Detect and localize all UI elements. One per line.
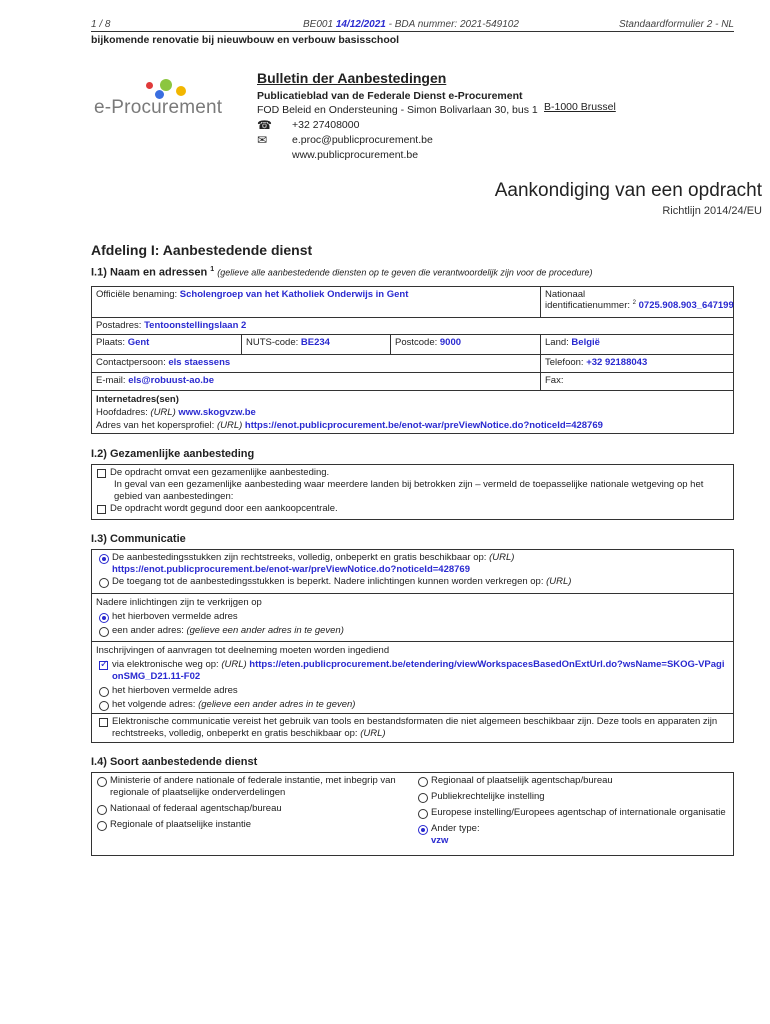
submit-opt1-checkbox[interactable] <box>99 661 108 670</box>
internet-heading: Internetadres(sen) <box>96 394 179 405</box>
type-other-value: vzw <box>431 835 449 846</box>
fax-label: Fax: <box>545 375 564 386</box>
tools-checkbox[interactable] <box>99 718 108 727</box>
submit-row <box>92 642 733 714</box>
phone-row <box>257 118 737 133</box>
national-id-label2: identificatienummer: <box>545 300 631 312</box>
type-ministry-radio[interactable] <box>97 777 107 787</box>
email-label: E-mail: <box>96 375 126 386</box>
type-ministry[interactable] <box>94 775 412 799</box>
heading-i1-text: I.1) Naam en adressen <box>91 266 208 279</box>
joint-note: In geval van een gezamenlijke aanbesteding waar meerdere landen bij betrokken zijn – vermeld de toepasselijke nationale wetgeving op het gebied van aanbestedingen: <box>114 479 704 502</box>
contact-label: Contactpersoon: <box>96 357 166 368</box>
form-name: Standaardformulier 2 - NL <box>618 19 734 30</box>
info-opt1[interactable] <box>96 611 729 623</box>
type-regional-authority-label: Regionale of plaatselijke instantie <box>110 819 252 830</box>
type-national-agency-radio[interactable] <box>97 805 107 815</box>
addresses-table <box>91 286 734 434</box>
submit-opt3-radio[interactable] <box>99 701 109 711</box>
type-regional-agency-label: Regionaal of plaatselijk agentschap/bureau <box>431 775 613 786</box>
postcode-value: 9000 <box>439 337 462 348</box>
type-regional-agency-radio[interactable] <box>418 777 428 787</box>
type-regional-agency[interactable] <box>415 775 731 787</box>
main-address-line <box>96 406 729 419</box>
telephone-cell <box>541 355 733 373</box>
docs-free-label: De aanbestedingsstukken zijn rechtstreeks, volledig, onbeperkt en gratis beschikbaar op: <box>112 552 487 563</box>
tools-label: Elektronische communicatie vereist het gebruik van tools en bestandsformaten die niet algemeen beschikbaar zijn. Deze tools en apparaten zijn rechtstreeks, volledig, onbeperkt en gratis beschikbaar op: <box>112 716 718 739</box>
country-value: België <box>571 337 600 348</box>
submit-opt3-note: (gelieve een ander adres in te geven) <box>198 699 356 710</box>
info-opt2[interactable] <box>96 625 729 637</box>
authority-right-col <box>415 775 731 846</box>
docs-limited-option[interactable] <box>96 576 729 588</box>
submit-heading: Inschrijvingen of aanvragen tot deelneming moeten worden ingediend <box>96 645 390 656</box>
section-heading: Afdeling I: Aanbestedende dienst <box>91 242 313 258</box>
postal-label: Postadres: <box>96 320 142 331</box>
telephone-value: +32 92188043 <box>586 357 648 368</box>
central-option[interactable] <box>94 503 731 515</box>
communication-box <box>91 549 734 743</box>
docs-row <box>92 550 733 594</box>
place-label: Plaats: <box>96 337 126 348</box>
official-name-cell <box>92 287 541 318</box>
place-cell <box>92 335 242 355</box>
authority-left-col <box>94 775 412 831</box>
tools-row <box>92 714 733 742</box>
submit-opt1[interactable] <box>96 659 729 683</box>
email-value[interactable]: els@robuust-ao.be <box>128 375 215 386</box>
type-other-radio[interactable] <box>418 825 428 835</box>
type-other-label: Ander type: <box>431 823 480 834</box>
main-address-value[interactable]: www.skogvzw.be <box>178 407 256 418</box>
nuts-value: BE234 <box>300 337 330 348</box>
type-national-agency[interactable] <box>94 803 412 815</box>
phone-icon: ☎ <box>257 118 272 132</box>
docs-limited-radio[interactable] <box>99 578 109 588</box>
envelope-icon: ✉ <box>257 133 268 147</box>
subject-line: bijkomende renovatie bij nieuwbouw en verbouw basisschool <box>91 31 734 46</box>
submit-opt1-tag: (URL) <box>221 659 247 670</box>
joint-option[interactable] <box>94 467 731 479</box>
contact-cell <box>92 355 541 373</box>
joint-procurement-box <box>91 464 734 520</box>
docs-limited-tag: (URL) <box>546 576 572 587</box>
profile-url-tag: (URL) <box>216 420 243 431</box>
tools-tag: (URL) <box>360 728 386 739</box>
profile-label: Adres van het kopersprofiel: <box>96 420 215 431</box>
heading-i1-sup: 1 <box>210 266 215 273</box>
email-cell <box>92 373 541 391</box>
heading-i1 <box>91 266 592 279</box>
publisher-city: B-1000 Brussel <box>544 101 616 113</box>
country-label: Land: <box>545 337 569 348</box>
submit-opt1-url[interactable]: https://eten.publicprocurement.be/etendering/viewWorkspacesBasedOnExtUrl.do?wsName=SKOG-VPagionSMG_D21.11-F02 <box>112 659 725 682</box>
logo-dot-red <box>146 82 153 89</box>
national-id-sup: 2 <box>632 300 636 306</box>
ref-date: 14/12/2021 <box>335 19 386 30</box>
type-national-agency-label: Nationaal of federaal agentschap/bureau <box>110 803 282 814</box>
national-id-cell <box>541 287 733 318</box>
joint-checkbox[interactable] <box>97 469 106 478</box>
joint-label: De opdracht omvat een gezamenlijke aanbesteding. <box>110 467 330 478</box>
page-number: 1 / 8 <box>91 19 111 30</box>
submit-opt3-label: het volgende adres: <box>112 699 196 710</box>
logo-text: e-Procurement <box>94 97 223 118</box>
submit-opt2-label: het hierboven vermelde adres <box>112 685 238 696</box>
type-european-label: Europese instelling/Europees agentschap of internationale organisatie <box>431 807 726 818</box>
info-opt1-label: het hierboven vermelde adres <box>112 611 238 622</box>
national-id-value: 0725.908.903_647199 <box>638 300 734 312</box>
type-european[interactable] <box>415 807 731 819</box>
logo-dot-green <box>160 79 172 91</box>
official-name-label: Officiële benaming: <box>96 289 178 300</box>
country-cell <box>541 335 733 355</box>
type-regional-authority-radio[interactable] <box>97 821 107 831</box>
info-opt1-radio[interactable] <box>99 613 109 623</box>
profile-value[interactable]: https://enot.publicprocurement.be/enot-war/preViewNotice.do?noticeId=428769 <box>244 420 603 431</box>
heading-i3: I.3) Communicatie <box>91 533 186 545</box>
directive: Richtlijn 2014/24/EU <box>662 205 762 217</box>
authority-type-box <box>91 772 734 856</box>
email-link[interactable]: e.proc@publicprocurement.be <box>292 134 433 146</box>
submit-opt1-label: via elektronische weg op: <box>112 659 219 670</box>
main-url-tag: (URL) <box>150 407 176 418</box>
reference <box>303 19 519 30</box>
eprocurement-logo <box>94 78 229 128</box>
logo-dot-yellow <box>176 86 186 96</box>
type-public-law-label: Publiekrechtelijke instelling <box>431 791 545 802</box>
internet-cell <box>92 391 733 433</box>
main-address-label: Hoofdadres: <box>96 407 148 418</box>
bulletin-title: Bulletin der Aanbestedingen <box>257 70 447 86</box>
ref-suffix: - BDA nummer: 2021-549102 <box>388 19 519 30</box>
central-label: De opdracht wordt gegund door een aankoopcentrale. <box>110 503 338 514</box>
profile-line <box>96 419 729 432</box>
type-other[interactable] <box>415 823 731 835</box>
info-opt2-radio[interactable] <box>99 627 109 637</box>
contact-value: els staessens <box>168 357 231 368</box>
fax-cell <box>541 373 733 391</box>
phone-text: +32 27408000 <box>292 119 360 131</box>
info-row <box>92 594 733 642</box>
national-id-label: Nationaal <box>545 289 586 300</box>
docs-free-tag: (URL) <box>489 552 515 563</box>
submit-opt2[interactable] <box>96 685 729 697</box>
type-public-law[interactable] <box>415 791 731 803</box>
docs-free-radio[interactable] <box>99 554 109 564</box>
official-name-value: Scholengroep van het Katholiek Onderwijs in Gent <box>179 289 409 300</box>
document-title: Aankondiging van een opdracht <box>494 180 762 201</box>
postal-cell <box>92 318 733 335</box>
email-row <box>257 133 737 148</box>
type-regional-authority[interactable] <box>94 819 412 831</box>
central-checkbox[interactable] <box>97 505 106 514</box>
website-row <box>257 148 737 163</box>
telephone-label: Telefoon: <box>545 357 584 368</box>
tools-option[interactable] <box>96 716 729 740</box>
submit-opt2-radio[interactable] <box>99 687 109 697</box>
publisher-header <box>257 70 737 163</box>
info-heading: Nadere inlichtingen zijn te verkrijgen op <box>96 597 262 608</box>
heading-i4: I.4) Soort aanbestedende dienst <box>91 756 258 768</box>
nuts-cell <box>242 335 391 355</box>
submit-opt3[interactable] <box>96 699 729 711</box>
docs-free-url[interactable]: https://enot.publicprocurement.be/enot-war/preViewNotice.do?noticeId=428769 <box>112 564 470 575</box>
type-ministry-label: Ministerie of andere nationale of federale instantie, met inbegrip van regionale of plaatselijke onderverdelingen <box>110 775 396 798</box>
publisher-name: Publicatieblad van de Federale Dienst e-Procurement <box>257 90 523 102</box>
publisher-address: FOD Beleid en Ondersteuning - Simon Bolivarlaan 30, bus 1 <box>257 104 538 116</box>
nuts-label: NUTS-code: <box>246 337 299 348</box>
docs-free-option[interactable] <box>96 552 729 564</box>
place-value: Gent <box>127 337 150 348</box>
info-opt2-note: (gelieve een ander adres in te geven) <box>186 625 344 636</box>
postcode-cell <box>391 335 541 355</box>
postcode-label: Postcode: <box>395 337 438 348</box>
heading-i2: I.2) Gezamenlijke aanbesteding <box>91 448 255 460</box>
national-id-line <box>545 300 734 312</box>
postal-value: Tentoonstellingslaan 2 <box>144 320 247 331</box>
website-link[interactable]: www.publicprocurement.be <box>292 149 419 161</box>
info-opt2-label: een ander adres: <box>112 625 184 636</box>
ref-prefix: BE001 <box>303 19 334 30</box>
heading-i1-note: (gelieve alle aanbestedende diensten op te geven die verantwoordelijk zijn voor de procedure) <box>217 267 593 278</box>
type-european-radio[interactable] <box>418 809 428 819</box>
docs-limited-label: De toegang tot de aanbestedingsstukken is beperkt. Nadere inlichtingen kunnen worden verkregen op: <box>112 576 544 587</box>
type-public-law-radio[interactable] <box>418 793 428 803</box>
